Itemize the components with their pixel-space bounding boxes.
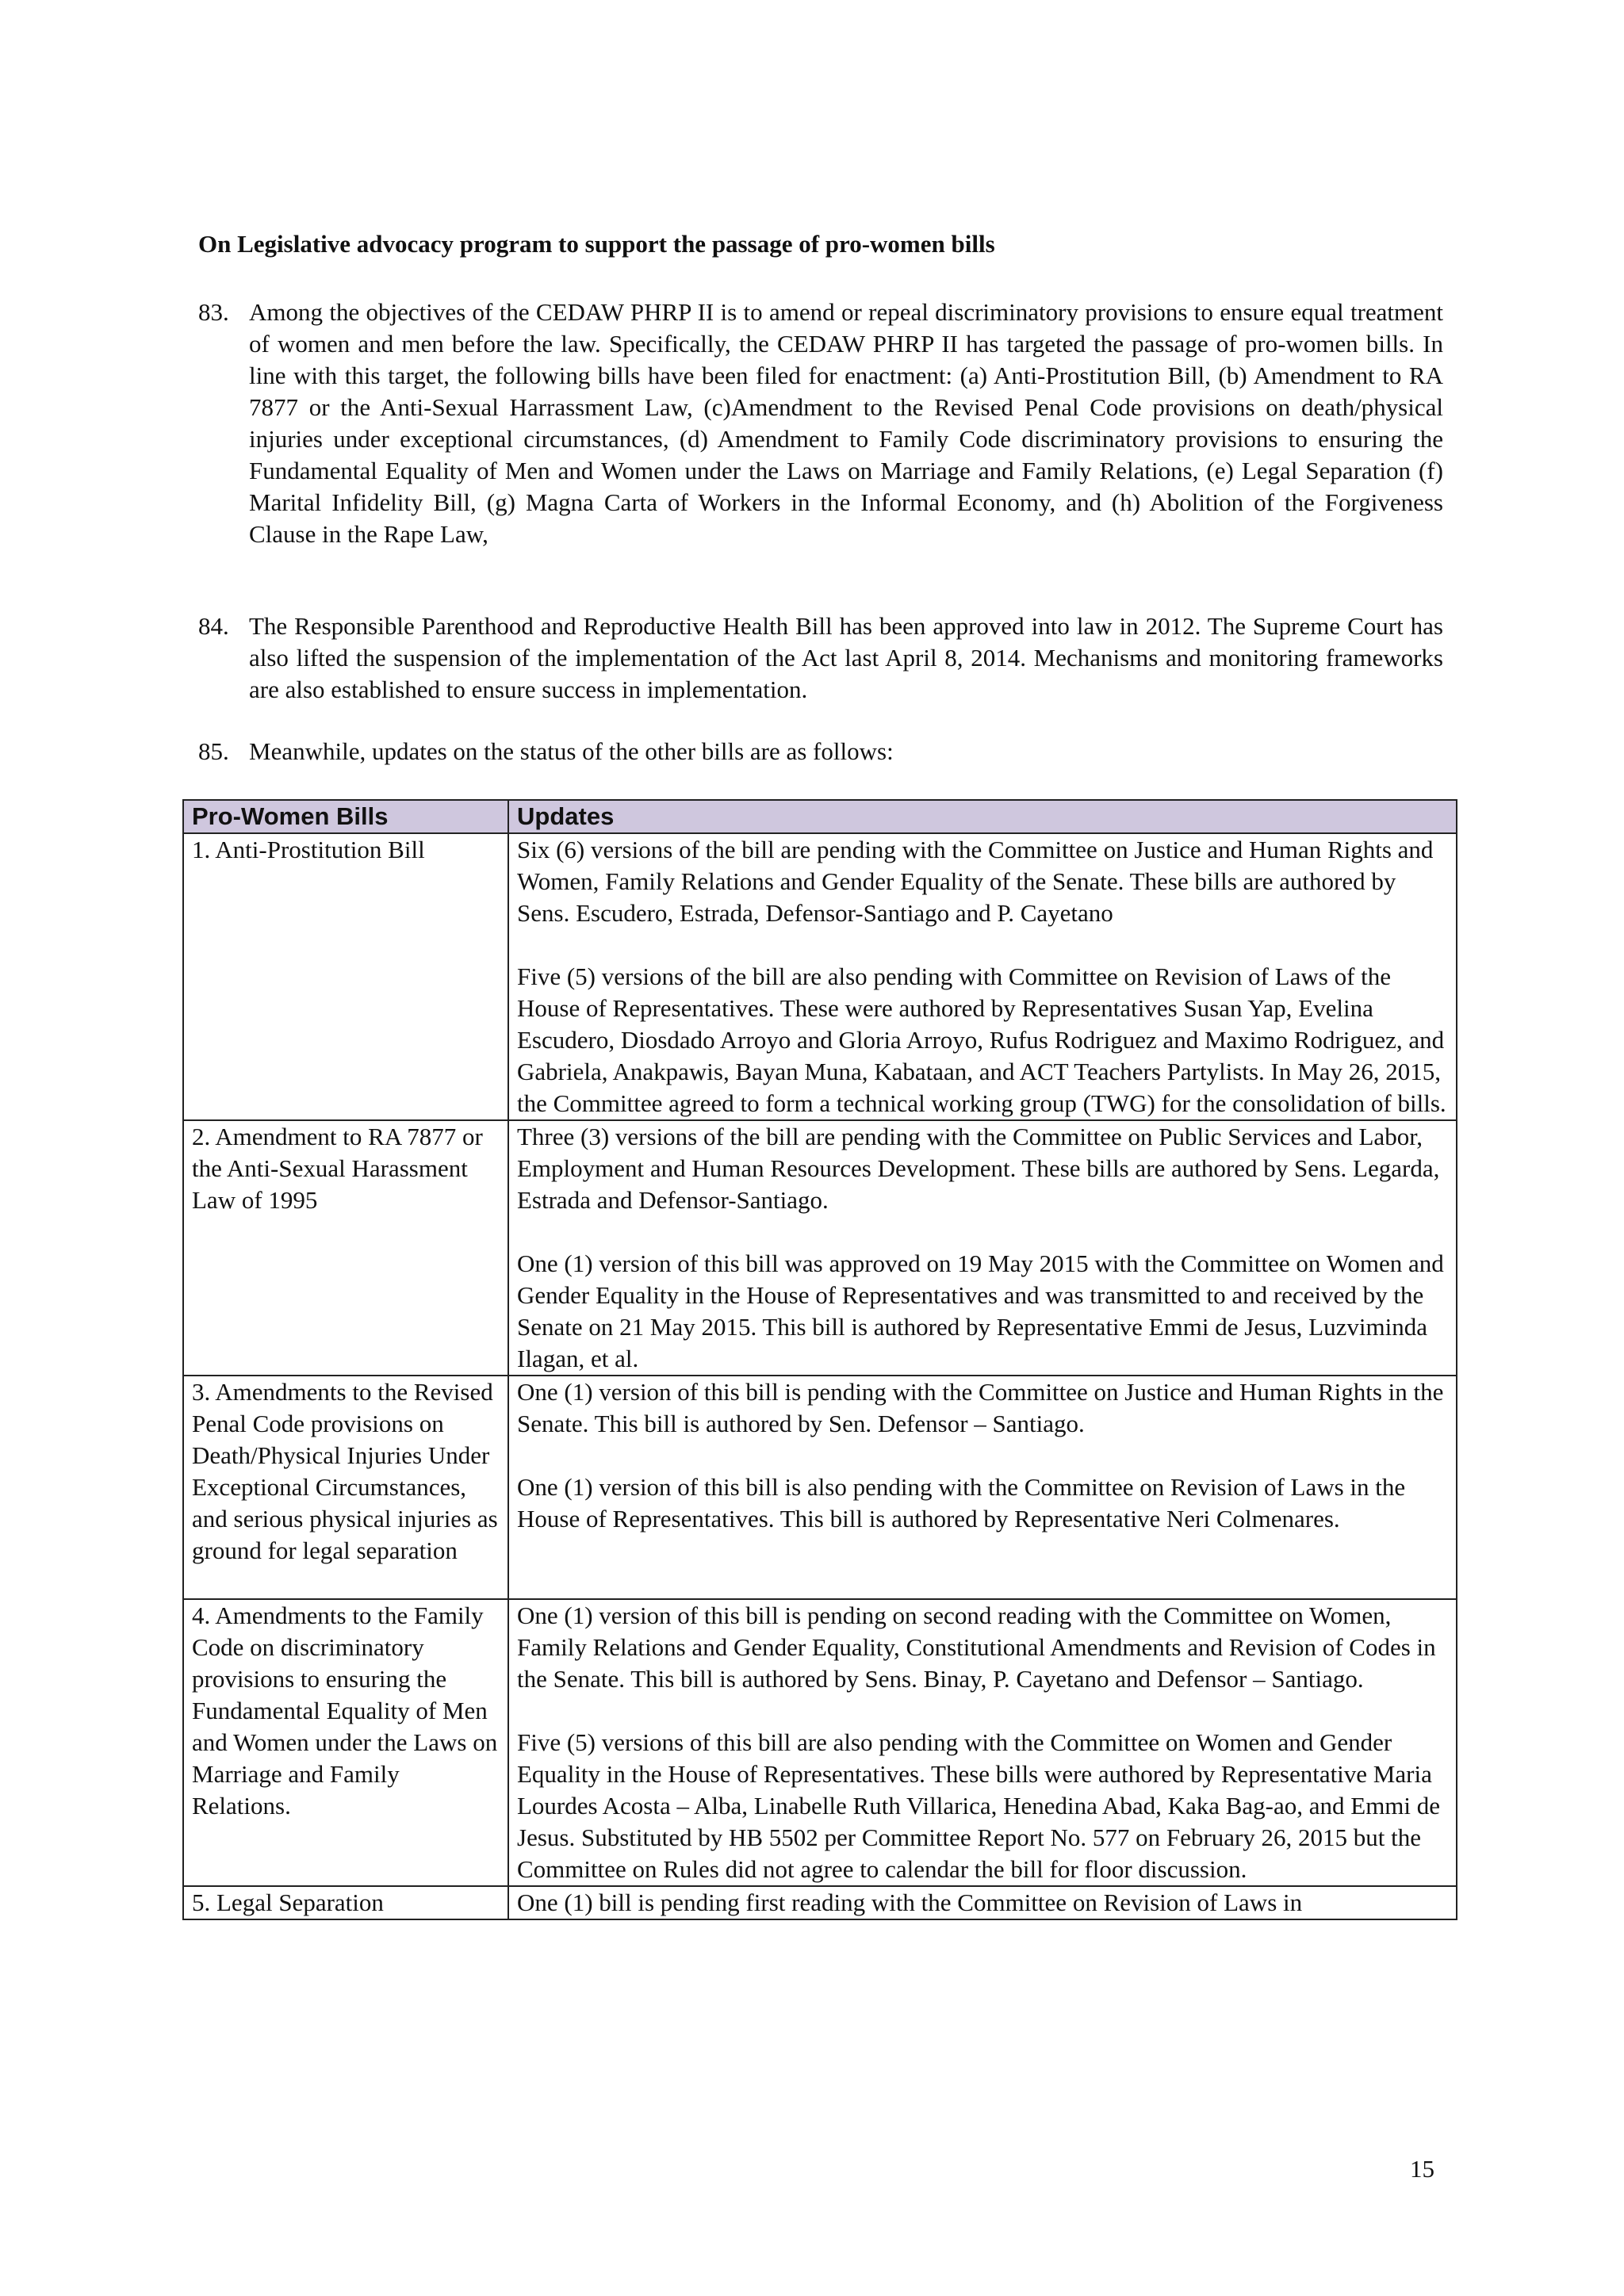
paragraph-84	[198, 610, 1443, 706]
pro-women-bills-table	[182, 799, 1457, 1920]
bill-name-cell: 2. Amendment to RA 7877 or the Anti-Sexual Harassment Law of 1995	[183, 1120, 508, 1376]
update-paragraph: Three (3) versions of the bill are pending with the Committee on Public Services and Labor, Employment and Human Resources Development. These bills are authored by Sens. Legarda, Estrada and Defensor-Santiago.	[517, 1123, 1440, 1214]
update-paragraph: One (1) version of this bill is pending on second reading with the Committee on Women, Family Relations and Gender Equality, Constitutional Amendments and Revision of Codes in the Senate. This bill is authored by Sens. Binay, P. Cayetano and Defensor – Santiago.	[517, 1601, 1436, 1693]
table-header-row	[183, 800, 1457, 833]
update-paragraph: Five (5) versions of the bill are also pending with Committee on Revision of Laws of the House of Representatives. These were authored by Representatives Susan Yap, Evelina Escudero, Diosdado Arroyo and Gloria Arroyo, Rufus Rodriguez and Maximo Rodriguez, and Gabriela, Anakpawis, Bayan Muna, Kabataan, and ACT Teachers Partylists. In May 26, 2015, the Committee agreed to form a technical working group (TWG) for the consolidation of bills.	[517, 962, 1446, 1117]
update-paragraph: Five (5) versions of this bill are also pending with the Committee on Women and Gender Equality in the House of Representatives. These bills were authored by Representative Maria Lourdes Acosta – Alba, Linabelle Ruth Villarica, Henedina Abad, Kaka Bag-ao, and Emmi de Jesus. Substituted by HB 5502 per Committee Report No. 577 on February 26, 2015 but the Committee on Rules did not agree to calendar the bill for floor discussion.	[517, 1728, 1441, 1883]
table-row	[183, 1599, 1457, 1886]
bill-name-cell: 1. Anti-Prostitution Bill	[183, 833, 508, 1120]
paragraph-text: Among the objectives of the CEDAW PHRP II is to amend or repeal discriminatory provisions to ensure equal treatment of women and men before the law. Specifically, the CEDAW PHRP II has targeted the passage of pro-women bills. In line with this target, the following bills have been filed for enactment: (a) Anti-Prostitution Bill, (b) Amendment to RA 7877 or the Anti-Sexual Harrassment Law, (c)Amendment to the Revised Penal Code provisions on death/physical injuries under exceptional circumstances, (d) Amendment to Family Code discriminatory provisions to ensuring the Fundamental Equality of Men and Women under the Laws on Marriage and Family Relations, (e) Legal Separation (f) Marital Infidelity Bill, (g) Magna Carta of Workers in the Informal Economy, and (h) Abolition of the Forgiveness Clause in the Rape Law,	[249, 298, 1443, 548]
paragraph-text: The Responsible Parenthood and Reproductive Health Bill has been approved into law in 2012. The Supreme Court has also lifted the suspension of the implementation of the Act last April 8, 2014. Mechanisms and monitoring frameworks are also established to ensure success in implementation.	[249, 612, 1443, 703]
updates-cell	[508, 1886, 1457, 1919]
update-paragraph: One (1) version of this bill was approved on 19 May 2015 with the Committee on Women and Gender Equality in the House of Representatives and was transmitted to and received by the Senate on 21 May 2015. This bill is authored by Representative Emmi de Jesus, Luzviminda Ilagan, et al.	[517, 1249, 1444, 1372]
bill-name-cell: 4. Amendments to the Family Code on discriminatory provisions to ensuring the Fundamental Equality of Men and Women under the Laws on Marriage and Family Relations.	[183, 1599, 508, 1886]
bill-name-cell: 3. Amendments to the Revised Penal Code provisions on Death/Physical Injuries Under Exceptional Circumstances, and serious physical injuries as ground for legal separation	[183, 1376, 508, 1599]
table-row	[183, 1376, 1457, 1599]
column-header-bills: Pro-Women Bills	[183, 800, 508, 833]
updates-cell	[508, 1599, 1457, 1886]
table-row	[183, 1886, 1457, 1919]
updates-cell	[508, 833, 1457, 1120]
update-paragraph: One (1) version of this bill is also pending with the Committee on Revision of Laws in the House of Representatives. This bill is authored by Representative Neri Colmenares.	[517, 1473, 1406, 1533]
paragraph-85	[198, 736, 1443, 767]
page-number: 15	[1410, 2155, 1434, 2183]
paragraph-83	[198, 297, 1443, 550]
bill-name-cell: 5. Legal Separation	[183, 1886, 508, 1919]
section-heading: On Legislative advocacy program to support the passage of pro-women bills	[198, 230, 995, 258]
paragraph-text: Meanwhile, updates on the status of the other bills are as follows:	[249, 737, 894, 765]
updates-cell	[508, 1120, 1457, 1376]
update-paragraph: One (1) version of this bill is pending with the Committee on Justice and Human Rights in the Senate. This bill is authored by Sen. Defensor – Santiago.	[517, 1378, 1444, 1437]
paragraph-number: 84.	[198, 612, 229, 640]
updates-cell	[508, 1376, 1457, 1599]
table-row	[183, 1120, 1457, 1376]
paragraph-number: 83.	[198, 298, 229, 326]
column-header-updates: Updates	[508, 800, 1457, 833]
paragraph-number: 85.	[198, 737, 229, 765]
update-paragraph: One (1) bill is pending first reading with the Committee on Revision of Laws in	[517, 1888, 1303, 1916]
update-paragraph: Six (6) versions of the bill are pending with the Committee on Justice and Human Rights and Women, Family Relations and Gender Equality of the Senate. These bills are authored by Sens. Escudero, Estrada, Defensor-Santiago and P. Cayetano	[517, 836, 1434, 927]
table-row	[183, 833, 1457, 1120]
